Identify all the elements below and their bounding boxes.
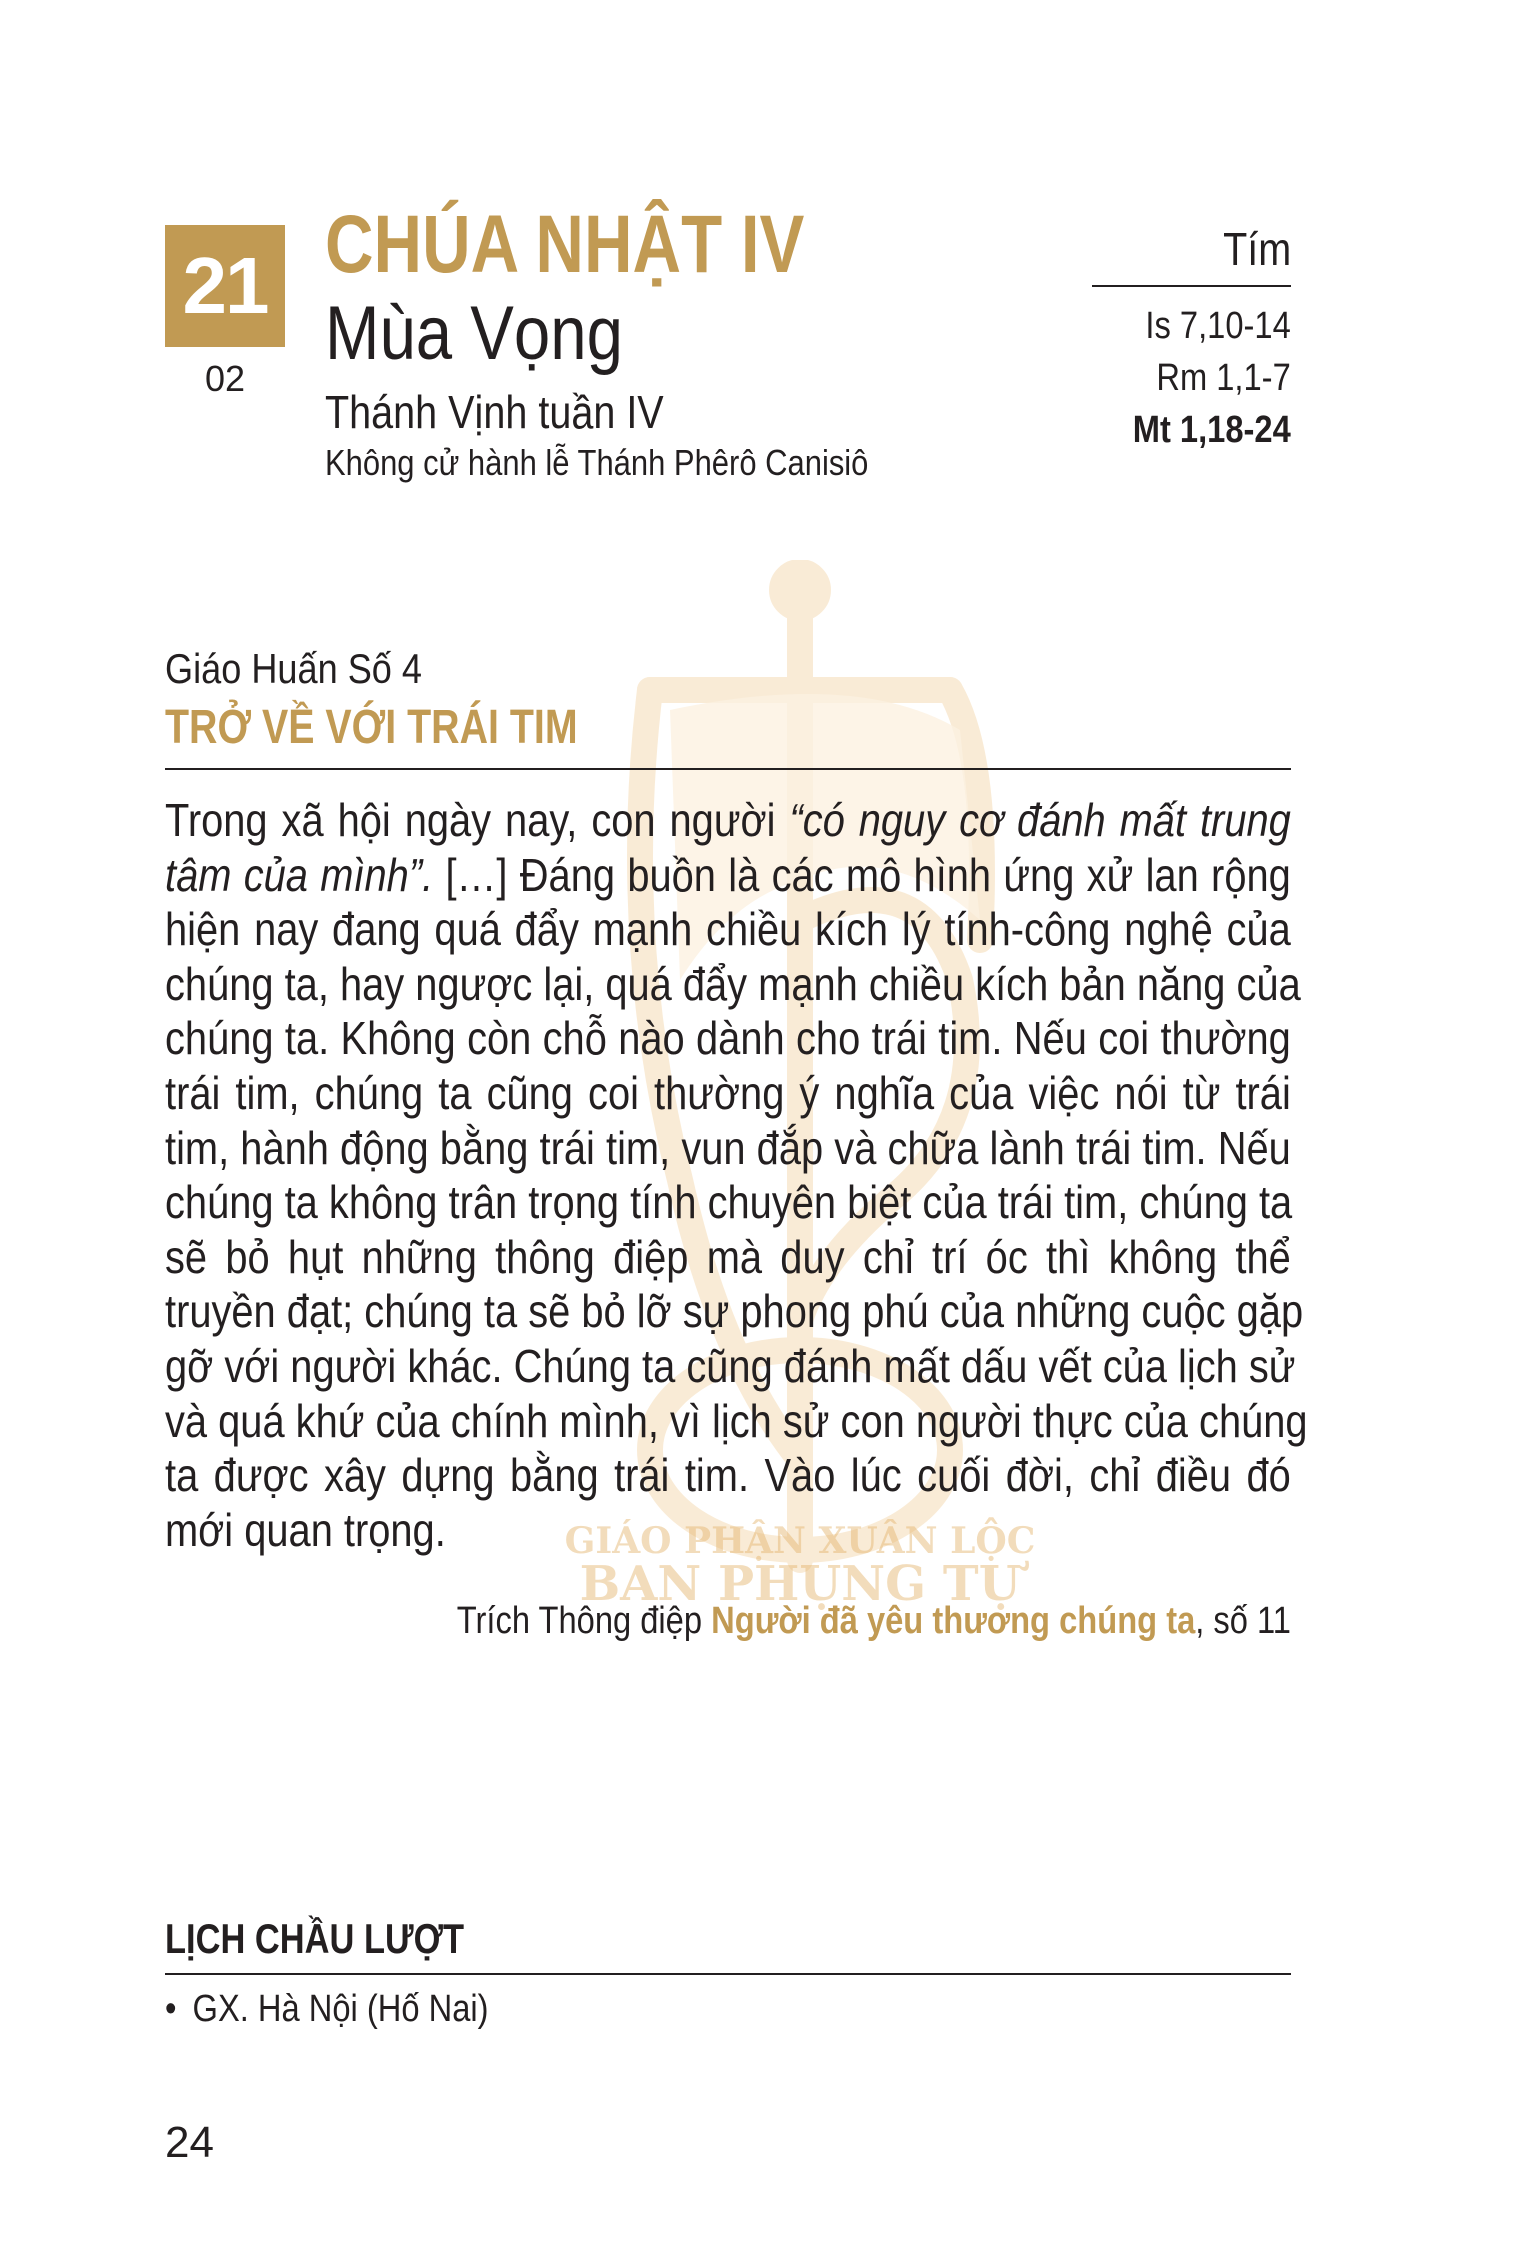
divider xyxy=(165,768,1291,770)
body-line: ta được xây dựng bằng trái tim. Vào lúc cuối đời, chỉ điều đó xyxy=(165,1449,1291,1502)
date-day-badge: 21 xyxy=(165,225,285,347)
body-line: tim, hành động bằng trái tim, vun đắp và chữa lành trái tim. Nếu xyxy=(165,1121,1291,1174)
divider xyxy=(165,1973,1291,1975)
schedule-title: LỊCH CHẦU LƯỢT xyxy=(165,1915,465,1962)
teaching-body xyxy=(165,793,1308,1557)
date-month: 02 xyxy=(204,358,246,399)
encyclical-title: Người đã yêu thương chúng ta xyxy=(711,1600,1196,1642)
body-line: Trong xã hội ngày nay, con người “có nguy cơ đánh mất trung xyxy=(165,794,1291,846)
readings-list xyxy=(1107,300,1291,456)
bullet-icon: • xyxy=(165,1988,177,2030)
psalter-week: Thánh Vịnh tuần IV xyxy=(325,386,664,438)
feast-title: CHÚA NHẬT IV xyxy=(325,199,805,290)
section-label: Giáo Huấn Số 4 xyxy=(165,645,423,692)
body-line: mới quan trọng. xyxy=(165,1503,446,1556)
section-title: TRỞ VỀ VỚI TRÁI TIM xyxy=(165,701,578,754)
body-line: hiện nay đang quá đẩy mạnh chiều kích lý tính-công nghệ của xyxy=(165,903,1291,956)
body-line: chúng ta. Không còn chỗ nào dành cho trái tim. Nếu coi thường xyxy=(165,1012,1291,1065)
body-line: trái tim, chúng ta cũng coi thường ý nghĩa của việc nói từ trái xyxy=(165,1066,1291,1119)
liturgical-color: Tím xyxy=(1222,223,1291,275)
watermark-office: BAN PHỤNG TỰ xyxy=(579,1556,1021,1612)
reading-first: Is 7,10-14 xyxy=(1145,305,1291,347)
celebration-note: Không cử hành lễ Thánh Phêrô Canisiô xyxy=(325,442,869,483)
body-line: gỡ với người khác. Chúng ta cũng đánh mất dấu vết của lịch sử xyxy=(165,1339,1296,1392)
body-line: truyền đạt; chúng ta sẽ bỏ lỡ sự phong phú của những cuộc gặp xyxy=(165,1285,1304,1338)
reading-gospel: Mt 1,18-24 xyxy=(1132,409,1291,451)
body-line: và quá khứ của chính mình, vì lịch sử con người thực của chúng xyxy=(165,1394,1308,1447)
body-line: chúng ta, hay ngược lại, quá đẩy mạnh chiều kích bản năng của xyxy=(165,957,1301,1010)
divider xyxy=(1092,285,1291,287)
quote-source: Trích Thông điệp Người đã yêu thương chúng ta, số 11 xyxy=(456,1600,1291,1642)
season-title: Mùa Vọng xyxy=(325,291,623,376)
reading-second: Rm 1,1-7 xyxy=(1156,357,1291,399)
body-line: chúng ta không trân trọng tính chuyên biệt của trái tim, chúng ta xyxy=(165,1176,1293,1229)
list-item: • GX. Hà Nội (Hố Nai) xyxy=(165,1988,489,2030)
watermark-diocese: GIÁO PHẬN XUÂN LỘC xyxy=(564,1520,1036,1562)
body-line: sẽ bỏ hụt những thông điệp mà duy chỉ trí óc thì không thể xyxy=(165,1230,1291,1283)
page-number: 24 xyxy=(165,2118,214,2167)
body-line: tâm của mình”. […] Đáng buồn là các mô hình ứng xử lan rộng xyxy=(165,848,1291,901)
